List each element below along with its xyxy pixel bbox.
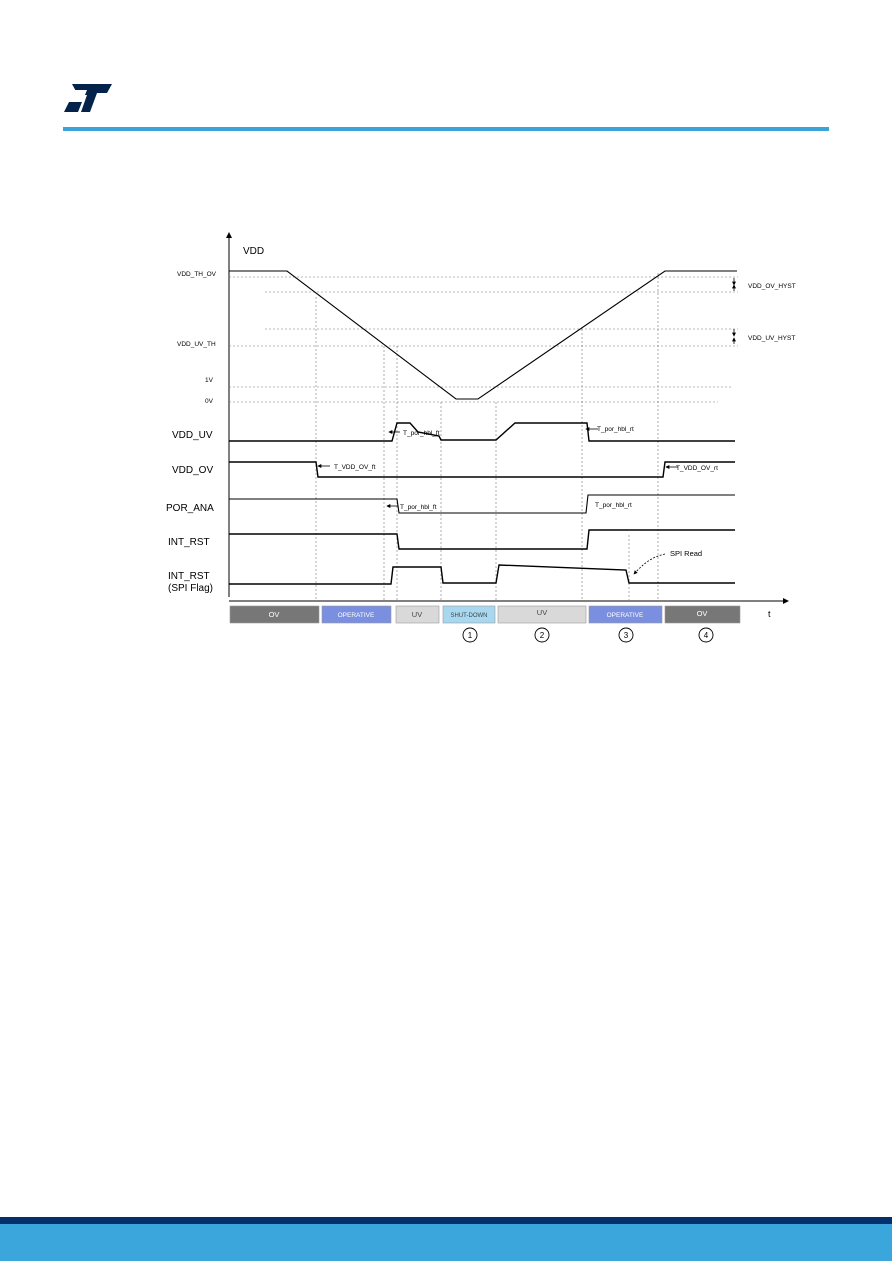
int-rst-waveform bbox=[229, 530, 735, 549]
vdd-ov-waveform bbox=[229, 462, 735, 477]
por-ana-waveform bbox=[229, 495, 735, 513]
state-label-uv: UV bbox=[411, 610, 423, 619]
annotation-t-vdd-ov-ft: T_VDD_OV_ft bbox=[334, 464, 376, 471]
spi-read-label: SPI Read bbox=[670, 549, 703, 558]
annotation-t-por-hbl-ft: T_por_hbl_ft bbox=[403, 430, 440, 437]
footer-bar-light bbox=[0, 1224, 892, 1261]
event-lines bbox=[316, 273, 658, 601]
signal-int-rst-flag: INT_RST bbox=[168, 571, 210, 582]
annotation-t-por-hbl-ft-2: T_por_hbl_ft bbox=[400, 504, 437, 511]
zero-volt-label: 0V bbox=[205, 398, 213, 405]
one-volt-label: 1V bbox=[205, 377, 213, 384]
marker-4-label: 4 bbox=[703, 631, 709, 640]
marker-3-label: 3 bbox=[623, 631, 629, 640]
st-logo bbox=[62, 82, 114, 114]
signal-int-rst-flag-sub: (SPI Flag) bbox=[168, 583, 214, 594]
signal-int-rst: INT_RST bbox=[168, 537, 210, 548]
signal-por-ana: POR_ANA bbox=[166, 503, 214, 514]
state-label-operative-2: OPERATIVE bbox=[606, 612, 644, 619]
state-label-shut-down: SHUT-DOWN bbox=[450, 613, 488, 619]
signal-vdd-ov: VDD_OV bbox=[172, 465, 214, 476]
marker-2-label: 2 bbox=[539, 631, 545, 640]
vdd-th-ov-label: VDD_TH_OV bbox=[177, 271, 217, 278]
spi-read-pointer bbox=[634, 554, 665, 574]
vdd-waveform bbox=[229, 271, 737, 399]
vdd-uv-th-label: VDD_UV_TH bbox=[177, 341, 216, 348]
annotation-t-por-hbl-rt-2: T_por_hbl_rt bbox=[595, 502, 632, 509]
state-label-ov: OV bbox=[268, 610, 280, 619]
uv-hyst-label: VDD_UV_HYST bbox=[748, 335, 796, 342]
x-axis-label: t bbox=[768, 609, 771, 619]
int-rst-flag-waveform bbox=[229, 565, 735, 584]
footer-bar-dark bbox=[0, 1217, 892, 1224]
state-label-uv-2: UV bbox=[536, 608, 548, 617]
header-rule bbox=[63, 127, 829, 131]
state-label-ov-2: OV bbox=[696, 609, 708, 618]
annotation-t-por-hbl-rt: T_por_hbl_rt bbox=[597, 426, 634, 433]
ov-hyst-label: VDD_OV_HYST bbox=[748, 283, 796, 290]
y-axis-label: VDD bbox=[243, 246, 265, 257]
state-label-operative: OPERATIVE bbox=[337, 612, 375, 619]
vdd-uv-waveform bbox=[229, 423, 735, 441]
timing-diagram bbox=[160, 225, 810, 655]
marker-1-label: 1 bbox=[467, 631, 473, 640]
signal-vdd-uv: VDD_UV bbox=[172, 430, 213, 441]
level-lines bbox=[229, 277, 738, 402]
annotation-t-vdd-ov-rt: T_VDD_OV_rt bbox=[676, 465, 718, 472]
